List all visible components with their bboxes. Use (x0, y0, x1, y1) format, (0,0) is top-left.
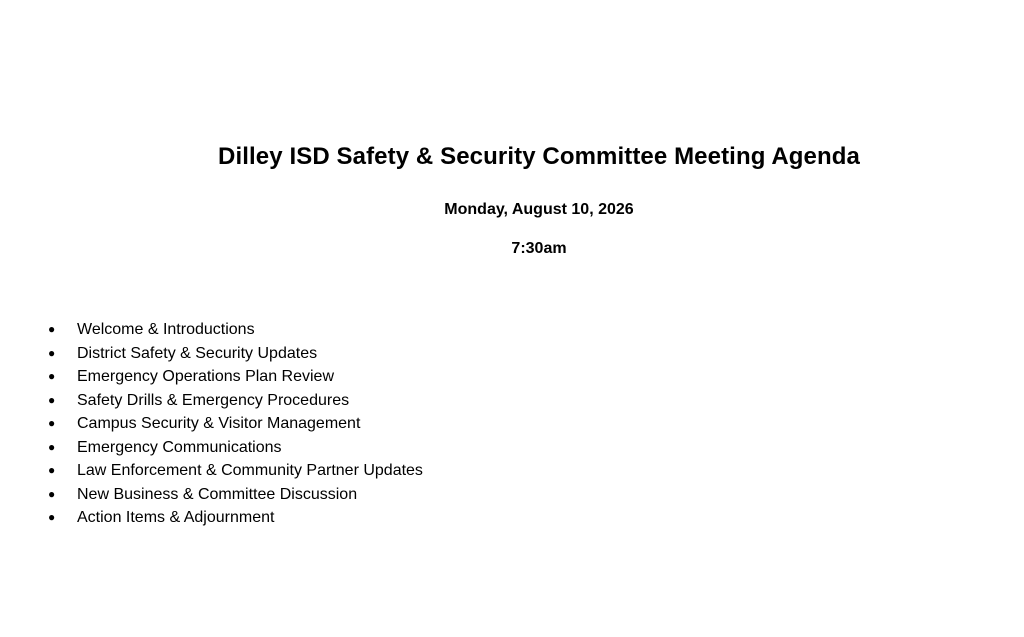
agenda-list (48, 318, 423, 530)
agenda-item-label: Emergency Operations Plan Review (77, 368, 335, 385)
bullet-icon: ● (48, 486, 56, 501)
meeting-time: 7:30am (511, 240, 567, 257)
agenda-item (48, 436, 423, 460)
bullet-icon: ● (48, 416, 56, 430)
agenda-item (48, 389, 423, 413)
agenda-item (48, 506, 423, 530)
agenda-item (48, 483, 423, 507)
bullet-icon: ● (48, 345, 56, 360)
agenda-item-label: Action Items & Adjournment (77, 509, 275, 526)
meeting-date: Monday, August 10, 2026 (444, 201, 634, 218)
agenda-item-label: Welcome & Introductions (77, 321, 255, 338)
bullet-icon: ● (48, 439, 56, 454)
bullet-icon: ● (48, 322, 56, 336)
agenda-item (48, 412, 423, 436)
page-title: Dilley ISD Safety & Security Committee Meeting Agenda (218, 143, 860, 170)
agenda-item (48, 459, 423, 483)
bullet-icon: ● (48, 392, 56, 407)
agenda-item (48, 365, 423, 389)
agenda-item-label: Safety Drills & Emergency Procedures (77, 391, 350, 409)
agenda-item (48, 342, 423, 366)
bullet-icon: ● (48, 510, 56, 524)
bullet-icon: ● (48, 369, 56, 383)
agenda-item-label: Emergency Communications (77, 438, 282, 456)
agenda-item-label: Law Enforcement & Community Partner Updates (77, 462, 423, 479)
agenda-item-label: New Business & Committee Discussion (77, 485, 358, 503)
bullet-icon: ● (48, 463, 56, 477)
agenda-item-label: Campus Security & Visitor Management (77, 415, 361, 432)
agenda-item (48, 318, 423, 342)
agenda-item-label: District Safety & Security Updates (77, 344, 318, 362)
